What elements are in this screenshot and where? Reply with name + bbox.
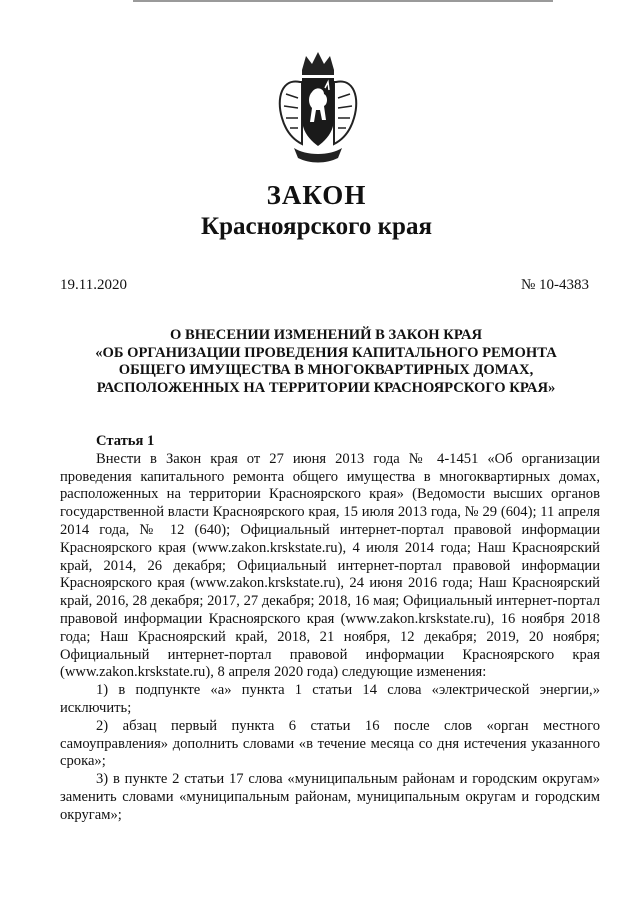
amendment-item: 2) абзац первый пункта 6 статьи 16 после слов «орган местного самоуправления» дополнить словами «в течение месяца со дня истечения указанного срока»; bbox=[60, 717, 600, 770]
amendment-item: 3) в пункте 2 статьи 17 слова «муниципальным районам и городским округам» заменить словами «муниципальным районам, муниципальным округам и городским округам»; bbox=[60, 771, 600, 823]
article-heading: Статья 1 bbox=[96, 433, 155, 449]
scan-top-line bbox=[133, 0, 553, 2]
amendment-item: 1) в подпункте «а» пункта 1 статьи 14 слова «электрической энергии,» исключить; bbox=[60, 682, 600, 716]
article-intro-paragraph: Внести в Закон края от 27 июня 2013 года № 4-1451 «Об организации проведения капитального ремонта общего имущества в многоквартирных домах, расположенных на территории Красноярского края» (Ведомости высших органов государственной власти Красноярского края, 15 июля 2013 года, № 29 (604); 11 апреля 2014 года, № 12 (640); Официальный интернет-портал правовой информации Красноярского края (www.zakon.krskstate.ru), 4 июля 2014 года; Наш Красноярский край, 2014, 26 декабря; Официальный интернет-портал правовой информации Красноярского края (www.zakon.krskstate.ru), 24 июня 2016 года; Наш Красноярский край, 2016, 28 декабря; 2017, 27 декабря; 2018, 16 мая; Официальный интернет-портал правовой информации Красноярского края (www.zakon.krskstate.ru), 16 ноября 2018 года; Наш Красноярский край, 2018, 21 ноября, 12 декабря; 2019, 20 ноября; Официальный интернет-портал правовой информации Красноярского края (www.zakon.krskstate.ru), 8 апреля 2020 года) следующие изменения: bbox=[60, 450, 600, 681]
law-heading-line: ОБЩЕГО ИМУЩЕСТВА В МНОГОКВАРТИРНЫХ ДОМАХ, bbox=[118, 362, 534, 378]
law-date: 19.11.2020 bbox=[60, 277, 127, 293]
law-heading bbox=[46, 327, 606, 397]
law-heading-line: РАСПОЛОЖЕННЫХ НА ТЕРРИТОРИИ КРАСНОЯРСКОГО КРАЯ» bbox=[96, 379, 556, 396]
document-subtitle: Красноярского края bbox=[201, 213, 432, 240]
law-heading-line: «ОБ ОРГАНИЗАЦИИ ПРОВЕДЕНИЯ КАПИТАЛЬНОГО РЕМОНТА bbox=[95, 344, 557, 361]
law-number: № 10-4383 bbox=[520, 277, 589, 293]
document-title: ЗАКОН bbox=[266, 180, 367, 210]
article-body bbox=[60, 433, 600, 825]
law-heading-line: О ВНЕСЕНИИ ИЗМЕНЕНИЙ В ЗАКОН КРАЯ bbox=[169, 327, 483, 343]
krasnoyarsk-coat-of-arms-icon bbox=[272, 48, 364, 164]
